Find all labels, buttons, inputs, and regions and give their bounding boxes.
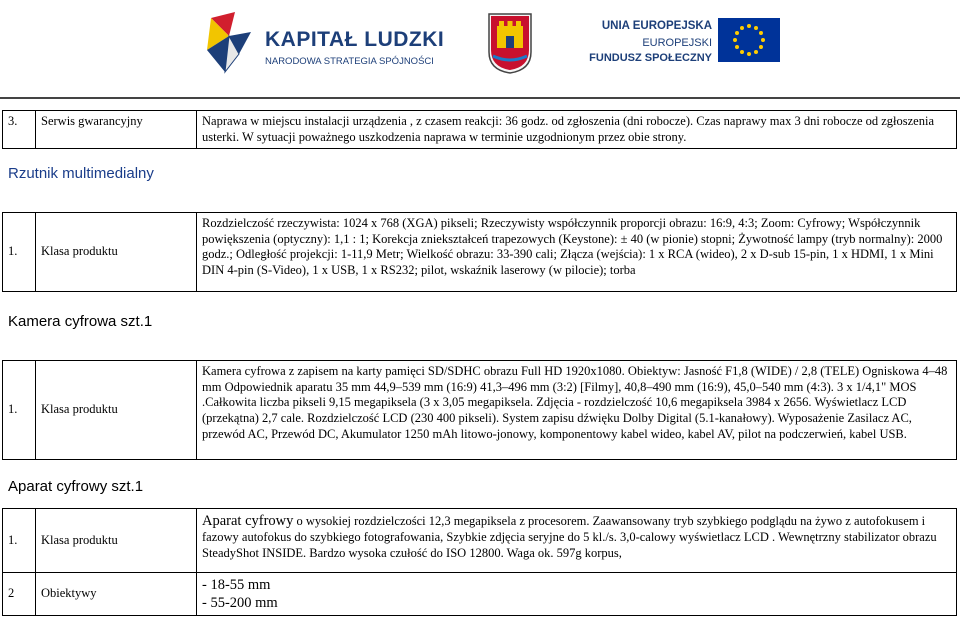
row-label: Klasa produktu — [36, 361, 197, 460]
row-description: Naprawa w miejscu instalacji urządzenia , z czasem reakcji: 36 godz. od zgłoszenia (dni robocze). Czas naprawy max 3 dni robocze od zgłoszenia usterki. W sytuacji poważnego uszkodzenia naprawa w terminie uzgodnionym przez obie strony. — [197, 111, 957, 149]
table-row — [3, 509, 957, 573]
row-label: Klasa produktu — [36, 509, 197, 573]
photo-table — [2, 508, 957, 616]
row-number: 1. — [3, 361, 36, 460]
row-description: Kamera cyfrowa z zapisem na karty pamięci SD/SDHC obrazu Full HD 1920x1080. Obiektyw: Jasność F1,8 (WIDE) / 2,8 (TELE) Ogniskowa 4–48 mm Odpowiednik aparatu 35 mm 44,9–539 mm (16:9) 41,3–496 mm (3:2) [Filmy], 40,8–490 mm (16:9), 45,0–540 mm (4:3). 3 x 1/4,1" MOS .Całkowita liczba pikseli 9,15 megapiksela (3 x 3,05 megapiksela. Zdjęcia - rozdzielczość 10,6 megapiksela 3984 x 2656. Wyświetlacz LCD (przekątna) 2,7 cale. Rozdzielczość LCD (230 400 pikseli). System zapisu dźwięku Dolby Digital (5.1-kanałowy). Wyposażenie Zasilacz AC, przewód AC, Przewód DC, Akumulator 1250 mAh litowo-jonowy, komponentowy kabel wideo, kabel AV, pilot na podczerwień, kabel USB. — [197, 361, 957, 460]
row-description-text: o wysokiej rozdzielczości 12,3 megapiksela z procesorem. Zaawansowany tryb szybkiego podglądu na żywo z autofokusem i fazowy autofokus do szybkiego fotografowania, Szybkie zdjęcia seryjne do 5 kl./s. 3,0-calowy wyświetlacz LCD . Wewnętrzny stabilizator obrazu SteadyShot INSIDE. Bardzo wysoka czułość do ISO 12800. Waga ok. 597g korpus, — [202, 514, 937, 560]
lens-item: - 18-55 mm — [202, 577, 271, 593]
kapital-ludzki-title: KAPITAŁ LUDZKI — [265, 28, 445, 51]
ue-line1: UNIA EUROPEJSKA — [601, 20, 712, 32]
row-number: 2 — [3, 573, 36, 616]
section-title-projector: Rzutnik multimedialny — [8, 165, 154, 182]
section-title-photo: Aparat cyfrowy szt.1 — [8, 478, 144, 495]
kapital-ludzki-subtitle: NARODOWA STRATEGIA SPÓJNOŚCI — [265, 56, 434, 67]
table-row — [3, 573, 957, 616]
table-row — [3, 361, 957, 460]
header-divider — [0, 97, 960, 99]
kapital-ludzki-star-icon — [205, 10, 257, 76]
row-description — [197, 573, 957, 616]
row-label: Serwis gwarancyjny — [36, 111, 197, 149]
row-label: Klasa produktu — [36, 213, 197, 292]
warranty-table — [2, 110, 957, 149]
projector-table — [2, 212, 957, 292]
ue-efs-logo — [580, 18, 780, 74]
row-description: Rozdzielczość rzeczywista: 1024 x 768 (XGA) pikseli; Rzeczywisty współczynnik proporcji obrazu: 16:9, 4:3; Zoom: Cyfrowy; Współczynnik powiększenia (optyczny): 1,1 : 1; Korekcja zniekształceń trapezowych (Keystone): ± 40 (w pionie) stopni; Żywotność lampy (tryb normalny): 2000 godz.; Odległość projekcji: 1-11,9 Metr; Wielkość obrazu: 33-390 cali; Złącza (wejścia): 1 x RCA (wideo), 2 x D-sub 15-pin, 1 x HDMI, 1 x Mini DIN 4-pin (S-Video), 1 x USB, 1 x RS232; pilot, wskaźnik laserowy (w pilocie); torba — [197, 213, 957, 292]
row-number: 3. — [3, 111, 36, 149]
logo-bar — [0, 0, 960, 90]
kapital-ludzki-logo — [205, 8, 455, 80]
camera-table — [2, 360, 957, 460]
table-row — [3, 213, 957, 292]
ue-line2: EUROPEJSKI — [642, 37, 712, 49]
eu-flag-icon — [718, 18, 780, 62]
table-row — [3, 111, 957, 149]
row-description-lead: Aparat cyfrowy — [202, 513, 294, 529]
ue-line3: FUNDUSZ SPOŁECZNY — [589, 52, 712, 64]
row-label: Obiektywy — [36, 573, 197, 616]
city-crest-icon — [487, 12, 533, 74]
row-number: 1. — [3, 509, 36, 573]
row-description — [197, 509, 957, 573]
section-title-camera: Kamera cyfrowa szt.1 — [8, 313, 153, 330]
row-number: 1. — [3, 213, 36, 292]
lens-item: - 55-200 mm — [202, 595, 278, 612]
